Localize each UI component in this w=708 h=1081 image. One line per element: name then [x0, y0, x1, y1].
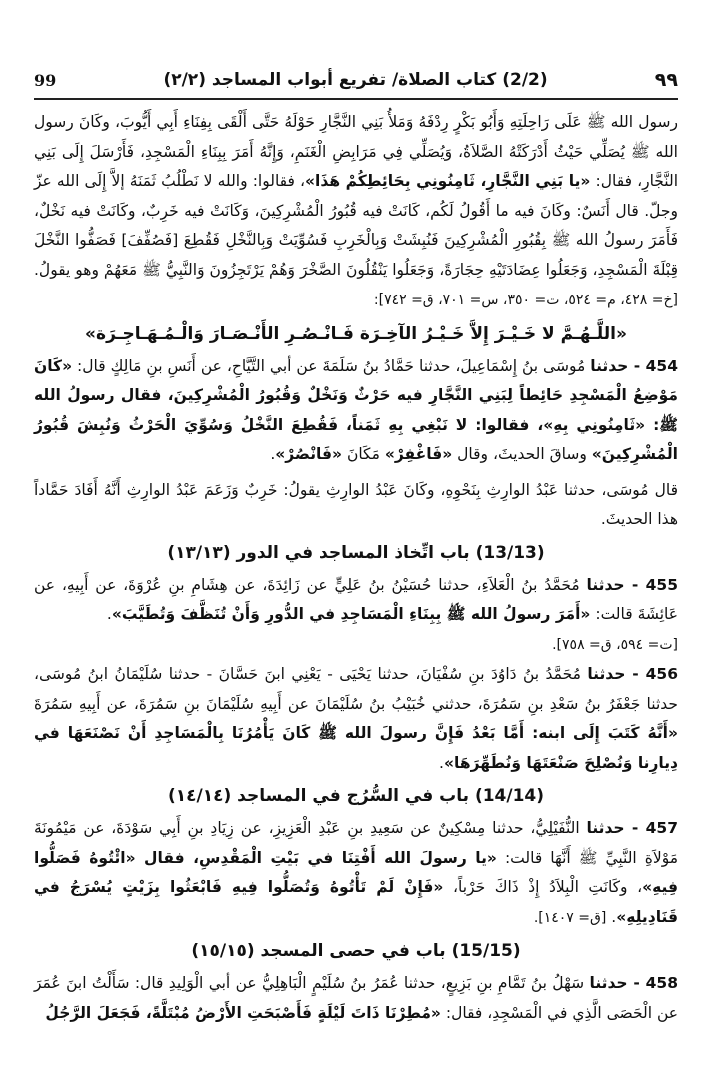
text: ، وكَانَتِ الْبِلاَدُ إِذْ ذَاكَ حَرْباً، [443, 878, 643, 896]
hadith-454 [34, 352, 678, 470]
hadith-quote: «يا رسولَ الله أَفْتِنَا في بَيْتِ الْمَقْدِسِ، فقال «ائْتُوهُ فَصَلُّوا فِيهِ» [34, 848, 678, 896]
reference-line [34, 630, 678, 661]
text: . [606, 907, 617, 926]
text: مُحَمَّدُ بنُ دَاوُدَ بنِ سُفْيَانَ، حدثنا يَحْيَى - يَعْنِي ابنَ حَسَّانَ - حدثنا سُلَيْمَانُ ابنُ مُوسَى، حدثنا جَعْفَرُ بنُ سَعْدِ بنِ سَمُرَةَ، حدثني خُبَيْبُ بنُ سُلَيْمَانَ عن أَبِيهِ سُلَيْمَانَ بنِ سَمُرَةَ، عن أَبِيهِ سَمُرَةَ [34, 665, 678, 713]
text: مُوسَى بنُ إِسْمَاعِيلَ، حدثنا حَمَّادُ بنُ سَلَمَةَ عن أبي التَّيَّاحِ، عن أَنَسِ بنِ مَالِكٍ قال: [72, 356, 591, 375]
hadith-455 [34, 571, 678, 630]
text: . [439, 753, 444, 772]
hadith-number: 456 - حدثنا [587, 665, 678, 683]
hadith-quote: «كَانَ مَوْضِعُ الْمَسْجِدِ حَائِطاً لِبَنِي النَّجَّارِ فيه حَرْثٌ وَنَخْلٌ وَقُبُورُ الْمُشْرِكِينَ، فقال رسولُ الله ﷺ: «ثَامِنُونِي بِهِ»، فقالوا: لا نَبْغِي بِهِ ثَمَناً، فَقُطِعَ النَّخْلُ وَسُوِّيَ الْحَرْثُ وَنُبِشَ قُبُورُ الْمُشْرِكِينَ» [34, 356, 678, 463]
hadith-number: 457 - حدثنا [586, 819, 678, 837]
reference: [ق= ١٤٠٧]. [533, 909, 607, 926]
hadith-quote: «أَمَرَ رسولُ الله ﷺ بِبِنَاءِ الْمَسَاجِدِ في الدُّورِ وَأَنْ تُنَظَّفَ وَتُطَيَّبَ» [111, 605, 591, 623]
running-title: (2/2) كتاب الصلاة/ تفريع أبواب المساجد (٢/٢) [163, 70, 548, 90]
page-content [34, 108, 678, 1028]
text: . [270, 445, 276, 463]
hadith-quote: «فَانْصُرْ» [275, 445, 343, 463]
text: رسول الله ﷺ عَلَى رَاحِلَتِهِ وَأَبُو بَكْرٍ رِدْفَهُ وَمَلأُ بَنِي النَّجَّارِ حَوْلَهُ حَتَّى أَلْقَى بِفِنَاءِ أَبِي أَيُّوبَ، وكَانَ رسول الله ﷺ يُصَلِّي حَيْثُ أَدْرَكَتْهُ الصَّلاَةُ، وَيُصَلِّي فِي مَرَابِضِ الْغَنَمِ، وَإِنَّهُ أَمَرَ بِبِنَاءِ الْمَسْجِدِ، فَأَرْسَلَ إِلَى بَنِي النَّجَّارِ، فقال: [34, 113, 679, 190]
hadith-continuation [34, 108, 678, 316]
page-number: 99 [34, 70, 57, 90]
hadith-458 [34, 969, 678, 1028]
hadith-quote: «فَاغْفِرْ» [384, 445, 453, 463]
chapter-heading-14: (14/14) باب في السُّرُج في المساجد (١٤/١٤) [167, 786, 545, 806]
hadith-quote: «مُطِرْنَا ذَاتَ لَيْلَةٍ فَأَصْبَحَتِ الأَرْضُ مُبْتَلَّةً، فَجَعَلَ الرَّجُلُ [45, 1003, 441, 1022]
text: مَكَانَ [342, 445, 385, 463]
chapter-heading-13: (13/13) باب اتِّخاذ المساجد في الدور (١٣/١٣) [167, 542, 545, 563]
hadith-456 [34, 660, 678, 778]
hadith-number: 458 - حدثنا [589, 974, 678, 992]
text: مُحَمَّدُ بنُ الْعَلاَءِ، حدثنا حُسَيْنُ بنُ عَلِيٍّ عن زَائِدَةَ، عن هِشَامِ بنِ عُرْوَةَ، عن أَبِيهِ، عن عَائِشَةَ قالت: [34, 575, 678, 623]
text: وساقَ الحديثَ، وقال [452, 445, 592, 463]
text: . [106, 605, 112, 623]
page-number-arabic: ٩٩ [654, 69, 678, 91]
hadith-457 [34, 814, 678, 933]
hadith-number: 455 - حدثنا [586, 575, 678, 594]
chapter-heading-15: (15/15) باب في حصى المسجد (١٥/١٥) [191, 941, 521, 961]
prophetic-quote: «يا بَنِي النَّجَّارِ، ثَامِنُونِي بِحَائِطِكُمْ هَذَا» [305, 172, 591, 190]
reference: [ت= ٥٩٤، ق= ٧٥٨]. [552, 636, 678, 653]
hadith-quote: «فَإِنْ لَمْ تَأْتُوهُ وَتُصَلُّوا فِيهِ فَابْعَثُوا بِزَيْتٍ يُسْرَجُ في قَنَادِيلِهِ» [34, 878, 678, 926]
verse-line: «اللَّـهُـمَّ لا خَـيْـرَ إِلاَّ خَـيْـرُ الآخِـرَة فَـانْـصُـرِ الأَنْـصَـارَ وَالْـمُـهَـاجِـرَة» [85, 323, 627, 344]
hadith-note: قال مُوسَى، حدثنا عَبْدُ الوارِثِ بِنَحْوِهِ، وكَانَ عَبْدُ الوارِثِ يقولُ: خَرِبٌ وَزَعَمَ عَبْدُ الوارِثِ أَنَّهُ أَفَادَ حَمَّاداً هذا الحديثَ. [34, 480, 678, 528]
text: ، فقالوا: والله لا نَطْلُبُ ثَمَنَهُ إلاَّ إِلَى الله عزّ وجلّ. قال أَنَسٌ: وكَانَ فيه ما أَقُولُ لَكُم، كَانَتْ فيه قُبُورُ الْمُشْرِكِينَ، وَكَانَتْ فيه خَرِبٌ، وكَانَتْ فيه نَخْلٌ، فَأَمَرَ رسولُ الله ﷺ بِقُبُورِ الْمُشْرِكِينَ فَنُبِشَتْ وَبِالْخَرِبِ فَسُوِّيَتْ وَبِالنَّخْلِ فَقُطِعَ [فَصُفِّفَ] فَصَفُّوا النَّخْلَ قِبْلَةَ الْمَسْجِدِ، وَجَعَلُوا عِضَادَتَيْهِ حِجَارَةً، وَجَعَلُوا يَنْقُلُونَ الصَّخْرَ وَهُمْ يَرْتَجِزُونَ وَالنَّبِيُّ ﷺ مَعَهُمْ وهو يقولُ. [34, 172, 678, 279]
text: النُّفَيْلِيُّ، حدثنا مِسْكِينٌ عن سَعِيدِ بنِ عَبْدِ الْعَزِيزِ، عن زِيَادِ بنِ أَبِي سَوْدَةَ، عن مَيْمُونَةَ مَوْلاَةِ النَّبِيِّ ﷺ أَنَّهَا قالت: [34, 819, 679, 867]
hadith-quote: «أَنَّهُ كَتَبَ إِلَى ابنه: أَمَّا بَعْدُ فَإِنَّ رسولَ الله ﷺ كَانَ يَأْمُرُنَا بِالْمَسَاجِدِ أَنْ نَصْنَعَهَا في دِيارِنا وَنُصْلِحَ صَنْعَتَهَا وَنُطَهِّرَهَا» [34, 724, 678, 772]
page-header [34, 62, 678, 100]
hadith-number: 454 - حدثنا [590, 356, 678, 375]
text: سَهْلُ بنُ تَمَّامِ بنِ بَزِيعٍ، حدثنا عُمَرُ بنُ سُلَيْمٍ الْبَاهِلِيُّ عن أبي الْوَلِيدِ قال: سَأَلْتُ ابنَ عُمَرَ عن الْحَصَى الَّذِي في الْمَسْجِدِ، فقال: [34, 974, 678, 1022]
reference: [خ= ٤٢٨، م= ٥٢٤، ت= ٣٥٠، س= ٧٠١، ق= ٧٤٢]: [373, 292, 678, 308]
